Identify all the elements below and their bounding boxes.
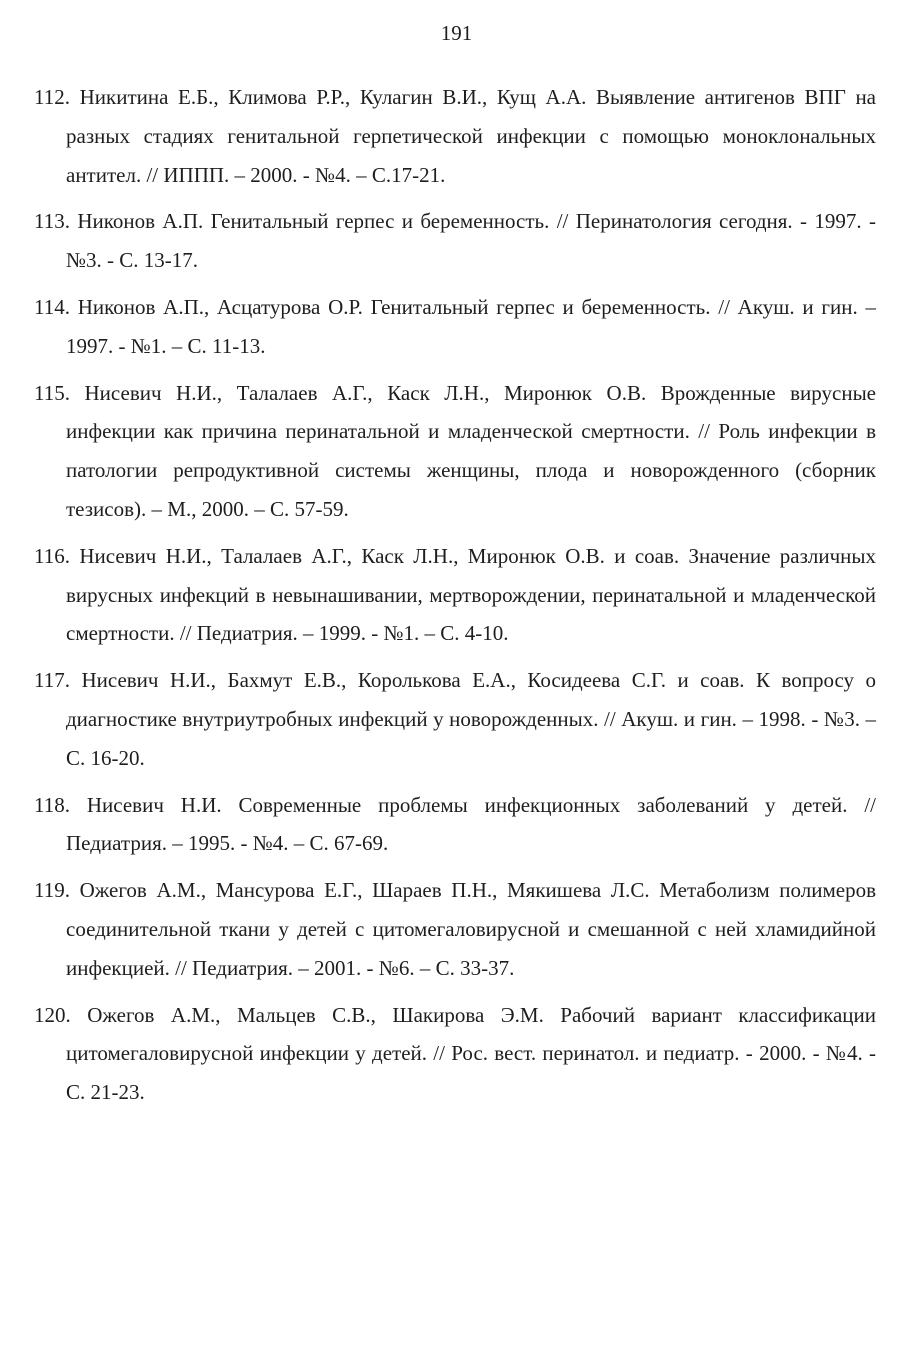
reference-number: 114. [34,294,70,319]
reference-text: Ожегов А.М., Мальцев С.В., Шакирова Э.М. Рабочий вариант классификации цитомегаловирусной инфекции у детей. // Рос. вест. перинатол. и педиатр. - 2000. - №4. - С. 21-23. [66,1002,877,1105]
reference-item [34,374,877,529]
reference-item [34,537,876,653]
reference-text: Нисевич Н.И. Современные проблемы инфекционных заболеваний у детей. // Педиатрия. – 1995. - №4. – С. 67-69. [66,792,876,856]
reference-number: 120. [34,1002,71,1027]
reference-item [34,288,876,366]
page-number: 191 [440,21,473,45]
reference-number: 119. [34,878,70,903]
reference-number: 113. [34,209,70,234]
reference-text: Никонов А.П. Генитальный герпес и беременность. // Перинатология сегодня. - 1997. - №3. - С. 13-17. [66,209,876,273]
reference-text: Нисевич Н.И., Талалаев А.Г., Каск Л.Н., Миронюк О.В. Врожденные вирусные инфекции как причина перинатальной и младенческой смертности. // Роль инфекции в патологии репродуктивной системы женщины, плода и новорожденного (сборник тезисов). – М., 2000. – С. 57-59. [66,380,877,521]
reference-number: 112. [34,85,70,109]
reference-text: Ожегов А.М., Мансурова Е.Г., Шараев П.Н., Мякишева Л.С. Метаболизм полимеров соединительной ткани у детей с цитомегаловирусной и смешанной с ней хламидийной инфекцией. // Педиатрия. – 2001. - №6. – С. 33-37. [66,878,876,980]
reference-number: 118. [34,792,70,817]
reference-item [34,202,876,280]
reference-text: Никонов А.П., Асцатурова О.Р. Генитальный герпес и беременность. // Акуш. и гин. – 1997. - №1. – С. 11-13. [66,294,876,358]
reference-number: 117. [34,668,70,693]
reference-item [34,871,876,987]
reference-text: Нисевич Н.И., Талалаев А.Г., Каск Л.Н., Миронюк О.В. и соав. Значение различных вирусных инфекций в невынашивании, мертворождении, перинатальной и младенческой смертности. // Педиатрия. – 1999. - №1. – С. 4-10. [66,543,876,646]
reference-text: Нисевич Н.И., Бахмут Е.В., Королькова Е.А., Косидеева С.Г. и соав. К вопросу о диагностике внутриутробных инфекций у новорожденных. // Акуш. и гин. – 1998. - №3. – С. 16-20. [66,668,876,770]
reference-item [34,786,876,864]
reference-text: Никитина Е.Б., Климова Р.Р., Кулагин В.И., Кущ А.А. Выявление антигенов ВПГ на разных стадиях генитальной герпетической инфекции с помощью моноклональных антител. // ИППП. – 2000. - №4. – С.17-21. [66,85,876,187]
reference-list [34,78,877,1120]
reference-item [34,661,876,777]
reference-number: 115. [34,380,70,405]
reference-item [34,78,876,194]
reference-item [34,996,877,1112]
reference-number: 116. [34,543,70,568]
